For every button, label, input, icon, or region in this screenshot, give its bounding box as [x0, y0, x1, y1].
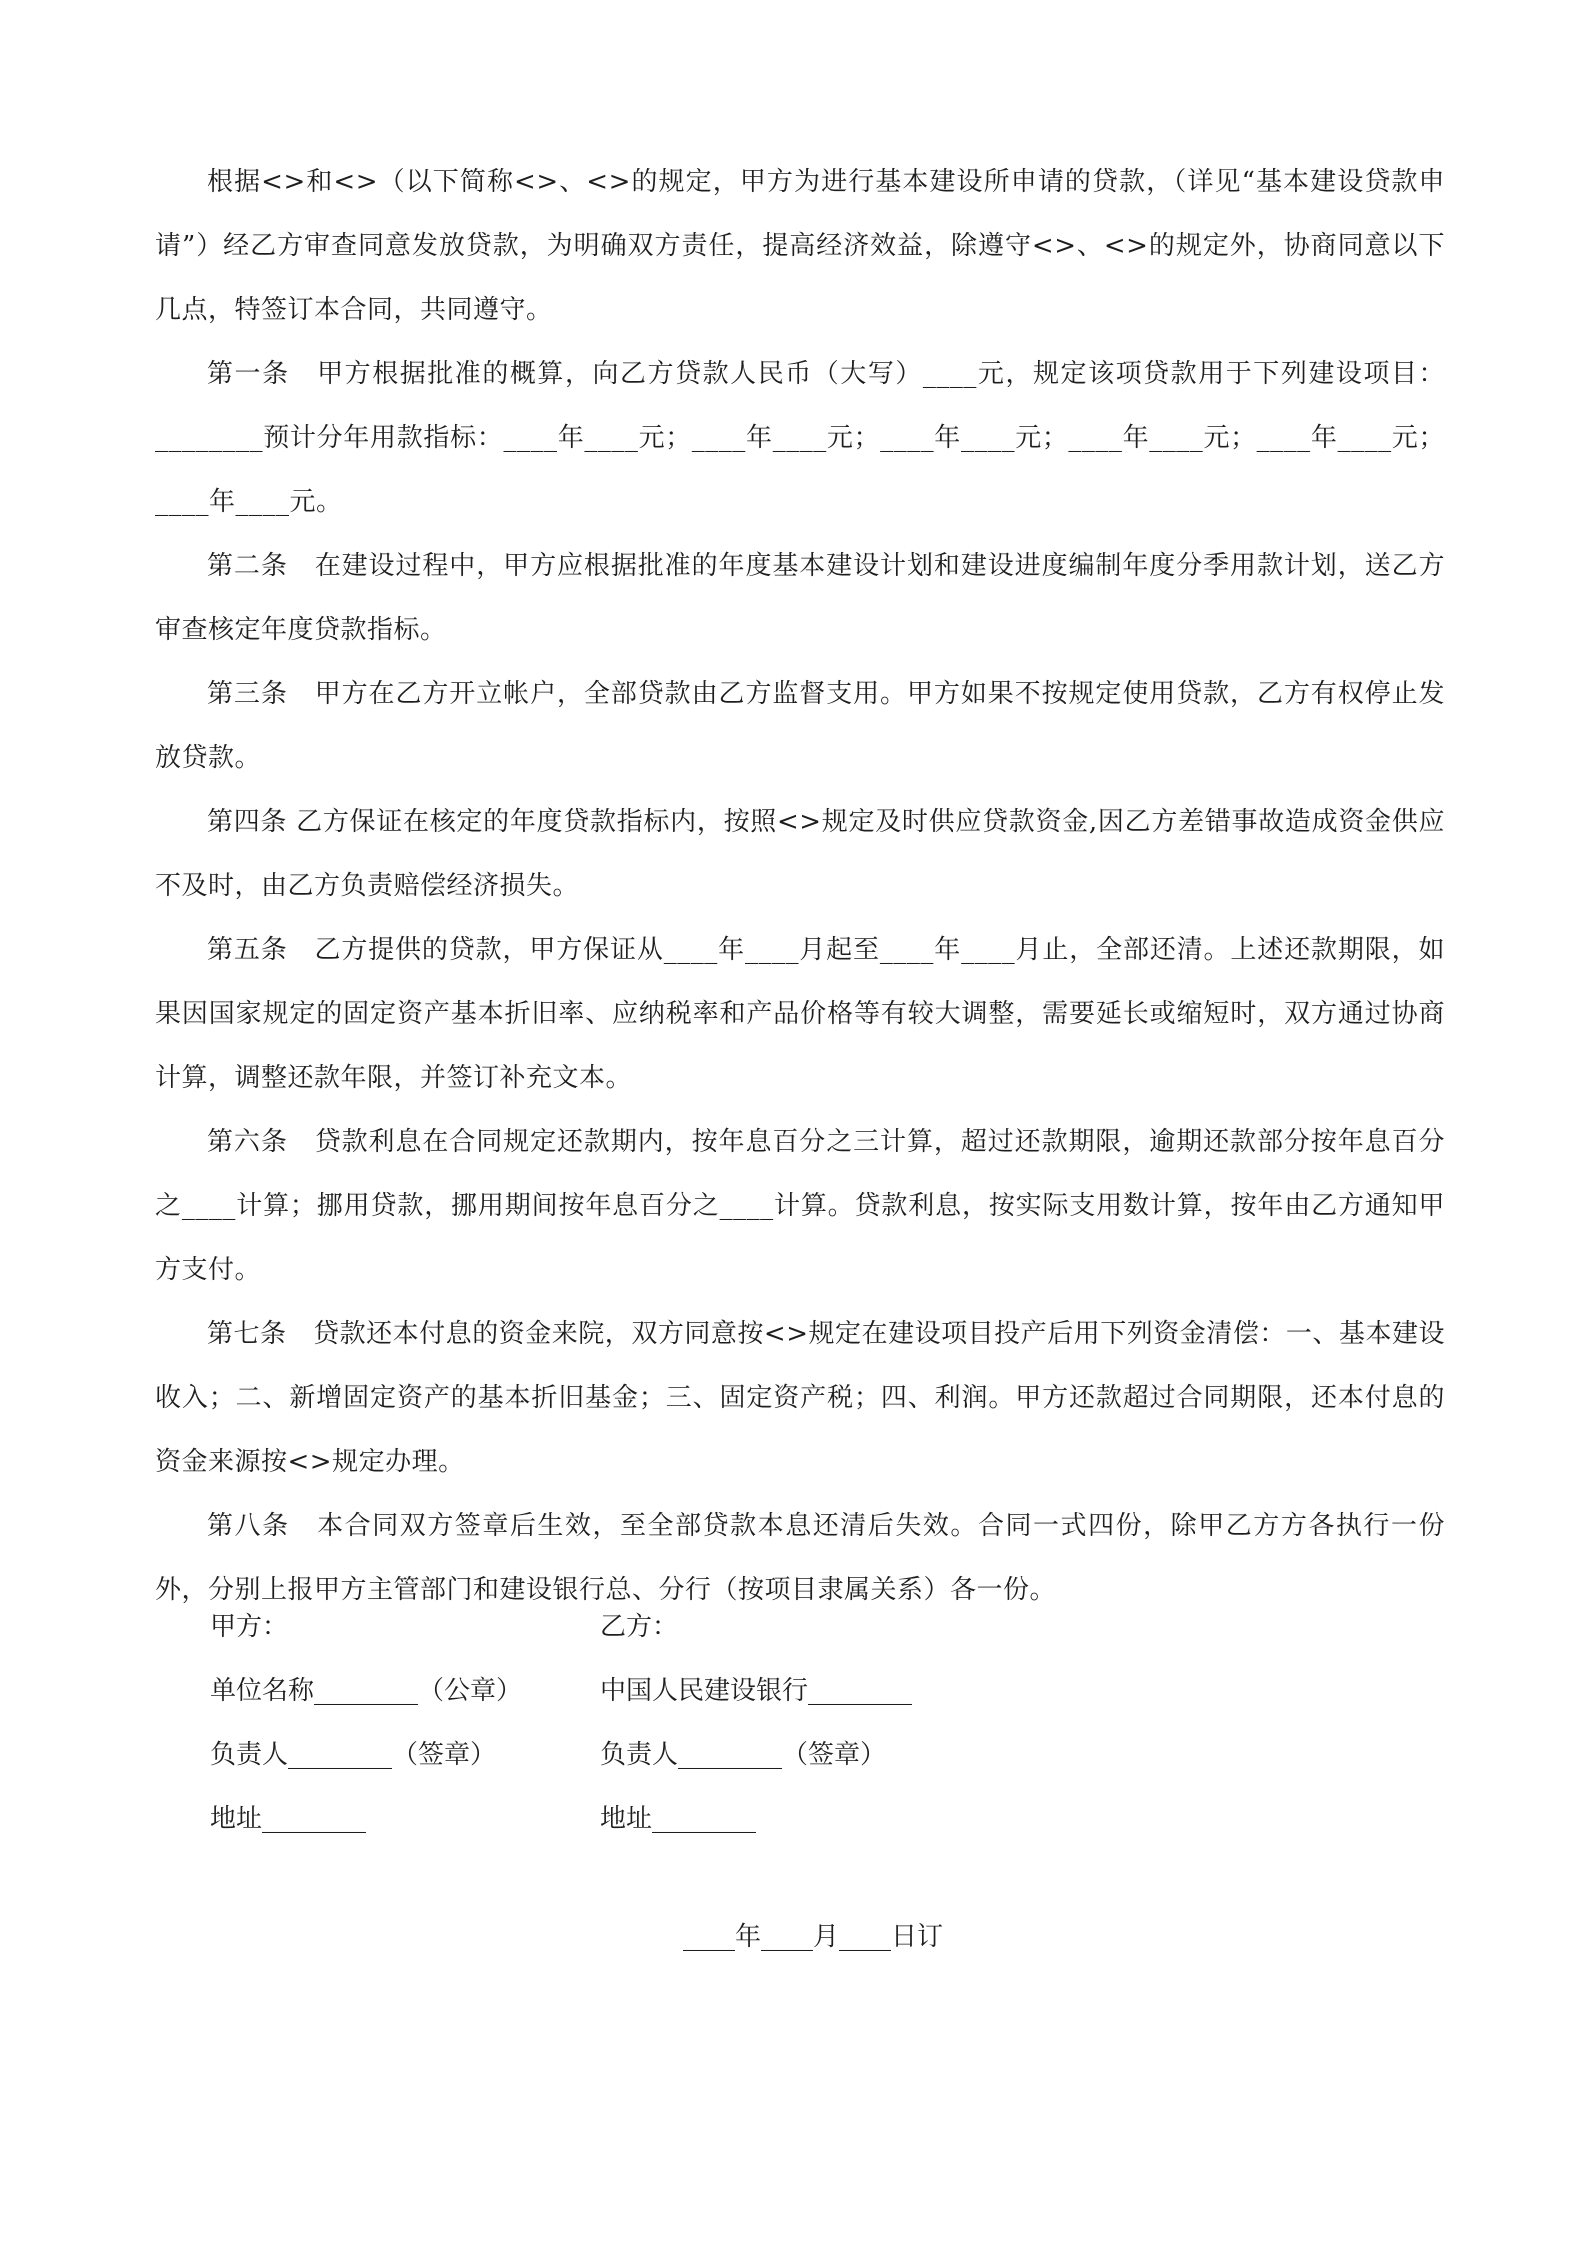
article-1: 第一条 甲方根据批准的概算，向乙方贷款人民币（大写）____元，规定该项贷款用于下列建设项目：________预计分年用款指标：____年____元；____年____元；____年____元；____年____元；____年____元；____年____元。	[155, 359, 1445, 517]
article-5: 第五条 乙方提供的贷款，甲方保证从____年____月起至____年____月止，全部还清。上述还款期限，如果因国家规定的固定资产基本折旧率、应纳税率和产品价格等有较大调整，需要延长或缩短时，双方通过协商计算，调整还款年限，并签订补充文本。	[155, 935, 1445, 1093]
signature-unit-row	[155, 1659, 1445, 1723]
article-8: 第八条 本合同双方签章后生效，至全部贷款本息还清后失效。合同一式四份，除甲乙方方各执行一份外，分别上报甲方主管部门和建设银行总、分行（按项目隶属关系）各一份。	[155, 1511, 1445, 1605]
signature-party-row	[155, 1595, 1445, 1659]
party-a-unit: 单位名称________（公章）	[210, 1676, 523, 1706]
article-7: 第七条 贷款还本付息的资金来院，双方同意按<>规定在建设项目投产后用下列资金清偿：一、基本建设收入；二、新增固定资产的基本折旧基金；三、固定资产税；四、利润。甲方还款超过合同期限，还本付息的资金来源按<>规定办理。	[155, 1319, 1445, 1477]
party-b-label: 乙方：	[600, 1612, 679, 1642]
signing-date: ____年____月____日订	[682, 1922, 943, 1952]
contract-body	[155, 150, 1445, 1622]
party-b-address: 地址________	[600, 1804, 757, 1834]
article-3: 第三条 甲方在乙方开立帐户，全部贷款由乙方监督支用。甲方如果不按规定使用贷款，乙方有权停止发放贷款。	[155, 679, 1445, 773]
signature-address-row	[155, 1787, 1445, 1851]
party-a-address: 地址________	[210, 1804, 367, 1834]
party-a-person: 负责人________（签章）	[210, 1740, 497, 1770]
signature-person-row	[155, 1723, 1445, 1787]
party-b-person: 负责人________（签章）	[600, 1740, 887, 1770]
party-a-label: 甲方：	[210, 1612, 289, 1642]
article-2: 第二条 在建设过程中，甲方应根据批准的年度基本建设计划和建设进度编制年度分季用款计划，送乙方审查核定年度贷款指标。	[155, 551, 1445, 645]
article-6: 第六条 贷款利息在合同规定还款期内，按年息百分之三计算，超过还款期限，逾期还款部分按年息百分之____计算；挪用贷款，挪用期间按年息百分之____计算。贷款利息，按实际支用数计算，按年由乙方通知甲方支付。	[155, 1127, 1445, 1285]
signature-block	[155, 1595, 1445, 1851]
article-4: 第四条 乙方保证在核定的年度贷款指标内，按照<>规定及时供应贷款资金,因乙方差错事故造成资金供应不及时，由乙方负责赔偿经济损失。	[155, 807, 1445, 901]
preamble-paragraph: 根据<>和<>（以下简称<>、<>的规定，甲方为进行基本建设所申请的贷款，（详见“基本建设贷款申请”）经乙方审查同意发放贷款，为明确双方责任，提高经济效益，除遵守<>、<>的规定外，协商同意以下几点，特签订本合同，共同遵守。	[155, 167, 1445, 325]
party-b-unit: 中国人民建设银行________	[600, 1676, 913, 1706]
